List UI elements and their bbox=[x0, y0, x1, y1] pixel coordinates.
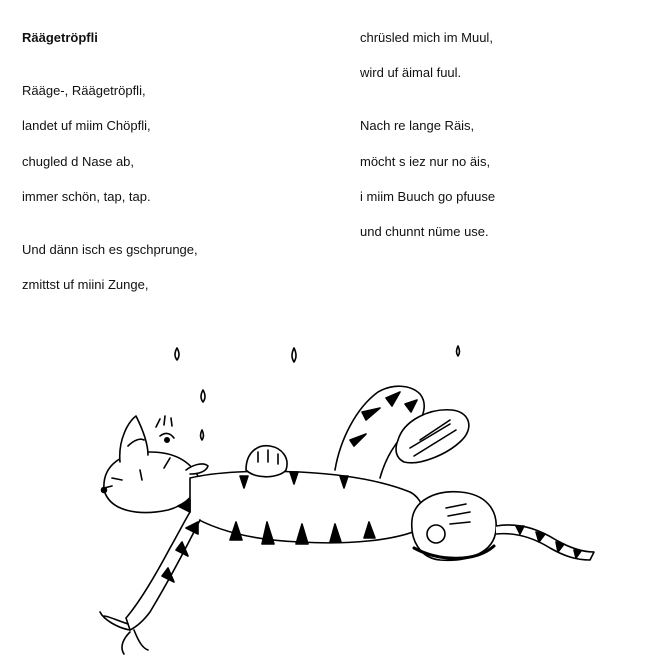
poem-line-right-6: und chunnt nüme use. bbox=[360, 224, 489, 239]
tiger-paw-belly bbox=[246, 446, 287, 477]
tiger-arm bbox=[100, 512, 200, 654]
poem-line-right-4: möcht s iez nur no äis, bbox=[360, 154, 491, 169]
tiger-body bbox=[190, 471, 424, 544]
poem-title: Räägetröpfli bbox=[22, 30, 98, 45]
raindrop-1 bbox=[175, 348, 179, 360]
raindrop-4 bbox=[201, 390, 205, 402]
poem-line-left-1: Rääge-, Räägetröpfli, bbox=[22, 83, 146, 98]
tiger-shoe bbox=[412, 492, 496, 561]
poem-line-left-5: Und dänn isch es gschprunge, bbox=[22, 242, 198, 257]
poem-line-left-6: zmittst uf miini Zunge, bbox=[22, 277, 149, 292]
poem-line-right-1: chrüsled mich im Muul, bbox=[360, 30, 493, 45]
poem-line-left-4: immer schön, tap, tap. bbox=[22, 189, 151, 204]
poem-line-right-5: i miim Buuch go pfuuse bbox=[360, 189, 496, 204]
tiger-ear bbox=[120, 416, 148, 462]
poem-line-right-3: Nach re lange Räis, bbox=[360, 118, 475, 133]
poem-line-left-2: landet uf miim Chöpfli, bbox=[22, 118, 151, 133]
raindrop-2 bbox=[292, 348, 296, 362]
raindrop-3 bbox=[457, 346, 460, 356]
tiger-illustration bbox=[0, 330, 667, 667]
tiger-tail bbox=[496, 525, 594, 560]
poem-line-left-3: chugled d Nase ab, bbox=[22, 154, 135, 169]
poem-line-right-2: wird uf äimal fuul. bbox=[360, 65, 462, 80]
raindrop-5 bbox=[201, 430, 204, 440]
